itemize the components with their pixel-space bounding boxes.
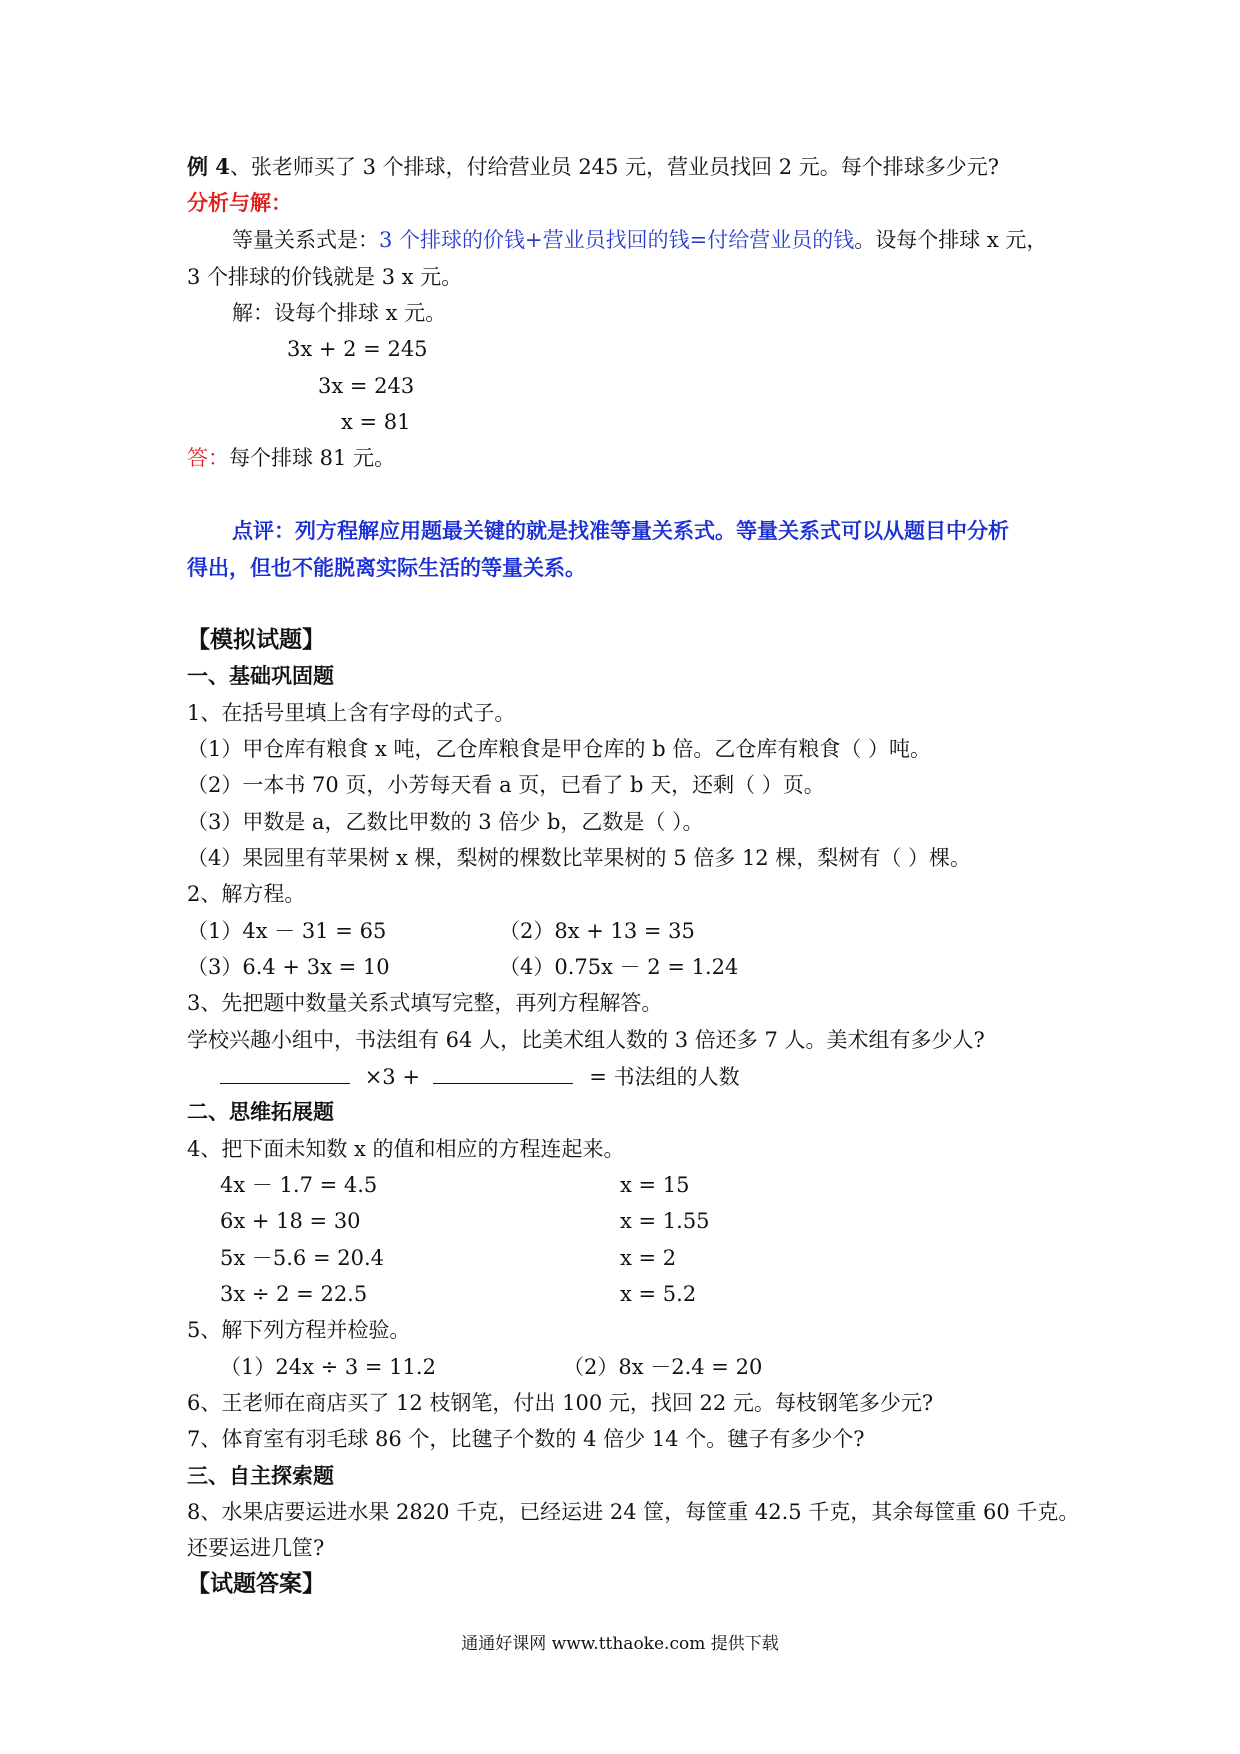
answers-title: 【试题答案】 bbox=[187, 1570, 325, 1597]
question-1-item: （1）甲仓库有粮食 x 吨，乙仓库粮食是甲仓库的 b 倍。乙仓库有粮食（ ）吨。 bbox=[187, 737, 932, 761]
section-basic: 一、基础巩固题 bbox=[187, 663, 334, 688]
relation-line-2: 3 个排球的价钱就是 3 x 元。 bbox=[187, 265, 463, 289]
question-8-line-1: 8、水果店要运进水果 2820 千克，已经运进 24 筐，每筐重 42.5 千克，其余每筐重 60 千克。 bbox=[187, 1500, 1080, 1524]
question-1-item: （3）甲数是 a，乙数比甲数的 3 倍少 b，乙数是（ ）。 bbox=[187, 810, 704, 834]
matching-equation: 3x ÷ 2 = 22.5 bbox=[220, 1282, 368, 1306]
question-4: 4、把下面未知数 x 的值和相应的方程连起来。 bbox=[187, 1137, 625, 1161]
matching-equation: 6x + 18 = 30 bbox=[220, 1209, 361, 1233]
matching-value: x = 1.55 bbox=[620, 1209, 710, 1233]
example-4-question bbox=[187, 152, 999, 182]
matching-equation: 5x －5.6 = 20.4 bbox=[220, 1246, 384, 1270]
section-thinking: 二、思维拓展题 bbox=[187, 1099, 334, 1124]
question-3-text: 学校兴趣小组中，书法组有 64 人，比美术组人数的 3 倍还多 7 人。美术组有多少人? bbox=[187, 1028, 985, 1052]
relation-formula: 3 个排球的价钱+营业员找回的钱=付给营业员的钱 bbox=[379, 228, 855, 252]
fill-blank[interactable] bbox=[433, 1061, 573, 1084]
question-3-relation bbox=[220, 1061, 740, 1092]
question-2: 2、解方程。 bbox=[187, 882, 306, 906]
solve-intro: 解：设每个排球 x 元。 bbox=[232, 301, 447, 325]
matching-value: x = 15 bbox=[620, 1173, 690, 1197]
relation-suffix: 。设每个排球 x 元， bbox=[854, 228, 1048, 252]
question-1-item: （4）果园里有苹果树 x 棵，梨树的棵数比苹果树的 5 倍多 12 棵，梨树有（ ）棵。 bbox=[187, 846, 972, 870]
question-7: 7、体育室有羽毛球 86 个，比毽子个数的 4 倍少 14 个。毽子有多少个? bbox=[187, 1427, 865, 1451]
example-4-label: 例 4 bbox=[187, 154, 230, 179]
question-2-item: （2）8x + 13 = 35 bbox=[499, 919, 695, 943]
question-5-item: （2）8x －2.4 = 20 bbox=[563, 1355, 763, 1379]
relation-prefix: 等量关系式是： bbox=[232, 228, 379, 252]
matching-value: x = 5.2 bbox=[620, 1282, 697, 1306]
question-5: 5、解下列方程并检验。 bbox=[187, 1318, 411, 1342]
comment-line-1: 点评：列方程解应用题最关键的就是找准等量关系式。等量关系式可以从题目中分析 bbox=[232, 518, 1009, 543]
fill-blank[interactable] bbox=[220, 1061, 350, 1084]
question-8-line-2: 还要运进几筐? bbox=[187, 1536, 325, 1560]
page-footer: 通通好课网 www.tthaoke.com 提供下载 bbox=[461, 1634, 779, 1654]
answer-text: 每个排球 81 元。 bbox=[229, 446, 396, 470]
analysis-heading: 分析与解： bbox=[187, 190, 292, 215]
answer-label: 答： bbox=[187, 446, 229, 470]
equation-step-3: x = 81 bbox=[341, 410, 411, 434]
equation-step-2: 3x = 243 bbox=[318, 374, 415, 398]
relation-line-1 bbox=[232, 225, 1047, 255]
question-5-item: （1）24x ÷ 3 = 11.2 bbox=[220, 1355, 436, 1379]
question-3: 3、先把题中数量关系式填写完整，再列方程解答。 bbox=[187, 991, 663, 1015]
matching-value: x = 2 bbox=[620, 1246, 677, 1270]
question-2-item: （4）0.75x － 2 = 1.24 bbox=[499, 955, 739, 979]
mock-test-title: 【模拟试题】 bbox=[187, 626, 325, 653]
answer-line bbox=[187, 443, 395, 473]
question-2-item: （1）4x － 31 = 65 bbox=[187, 919, 387, 943]
section-explore: 三、自主探索题 bbox=[187, 1463, 334, 1488]
question-6: 6、王老师在商店买了 12 枝钢笔，付出 100 元，找回 22 元。每枝钢笔多少元? bbox=[187, 1391, 934, 1415]
question-2-item: （3）6.4 + 3x = 10 bbox=[187, 955, 390, 979]
relation-result: = 书法组的人数 bbox=[589, 1065, 740, 1089]
question-1: 1、在括号里填上含有字母的式子。 bbox=[187, 701, 516, 725]
equation-step-1: 3x + 2 = 245 bbox=[287, 337, 428, 361]
example-4-text: 、张老师买了 3 个排球，付给营业员 245 元，营业员找回 2 元。每个排球多少元? bbox=[229, 155, 1000, 179]
comment-line-2: 得出，但也不能脱离实际生活的等量关系。 bbox=[187, 555, 586, 580]
matching-equation: 4x － 1.7 = 4.5 bbox=[220, 1173, 378, 1197]
relation-times-three: ×3 + bbox=[364, 1065, 420, 1089]
question-1-item: （2）一本书 70 页，小芳每天看 a 页，已看了 b 天，还剩（ ）页。 bbox=[187, 773, 825, 797]
